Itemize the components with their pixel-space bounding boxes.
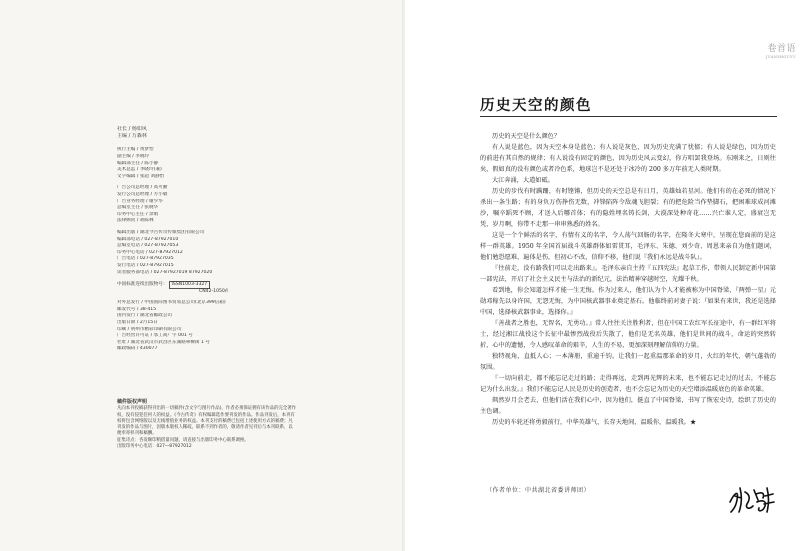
notice-contact: 征集诗点：杏发顺印稍搭量问题，请直接与出版印务中心联系调换。 bbox=[117, 437, 249, 443]
masthead-line: 邮政编码 / 430077 bbox=[117, 346, 158, 352]
masthead-line: 广告经营许可证 / 鄂工商广字 001 号 bbox=[117, 333, 193, 339]
masthead-line: 总编室主任 / 张晓华 bbox=[117, 205, 159, 211]
masthead-line: 法律顾问 / 胡陈林 bbox=[117, 218, 154, 224]
masthead-distribution bbox=[117, 300, 397, 353]
masthead-line: 国内发行 / 湖北省邮政公司 bbox=[117, 313, 173, 319]
article-body bbox=[480, 131, 776, 428]
masthead-line: 对外总发行 / 中国国际图书贸易总公司(北京399信箱) bbox=[117, 300, 226, 306]
masthead-line: 印务中心电话 / 027-87927012 bbox=[117, 249, 183, 255]
masthead-line: 读者服务部电话 / 027-87927019 87927020 bbox=[117, 269, 213, 275]
masthead bbox=[117, 126, 397, 358]
masthead-line: 广告电话 / 027-87927035 bbox=[117, 256, 174, 262]
notice-title: 稿件版权声明 bbox=[117, 399, 148, 405]
masthead-line: 编辑出版 / 湖北今古传奇传媒集团有限公司 bbox=[117, 229, 205, 235]
article-paragraph: 独特视角，直抵人心；一本薄册，重逾千钧。让我们一起重温那革命的岁月，火红的年代，朝气蓬勃的氛围。 bbox=[480, 353, 776, 371]
masthead-line: 编辑部电话 / 027-87927010 bbox=[117, 236, 179, 242]
notice-phone: 出版印务中心电话：027—87927012 bbox=[117, 444, 192, 450]
masthead-line: 印刷 / 荆州市精彩印刷有限公司 bbox=[117, 326, 182, 332]
masthead-line: 总编室电话 / 027-87927053 bbox=[117, 243, 179, 249]
masthead-contacts bbox=[117, 230, 397, 276]
masthead-leadership bbox=[117, 126, 397, 140]
notice-body: 凡向本刊投稿获得刊出的一切稿件(含文字与图片作品)，作者必须保证拥有该作品的完全著作权，没有侵犯任何人的权益。《今古传奇》有权编辑选作要刊发的作品。作品刊发后，本刊有权将包含网络版以及无线增值业务的权益。本刊支付的稿费已包括上述使用方式的稿费；凡刊发的作品与图片，因版本版权人稀疏，联系不到作者的，敬请作者见刊后与本刊联系，以便奉寄样刊和稿酬。 bbox=[117, 406, 297, 437]
article-paragraph: 有人说是蓝色，因为天空本身是蓝色；有人说是灰色，因为历史充满了忧郁；有人说是绿色，因为历史的前进有其自然的规律；有人说没有固定的颜色，因为历史风云变幻，你方唱罢我登场。东刚来之，日则往矣，假如真的没有颜色或者冷色系，地球岂不是还处于冰冷的 200 多万年前无人类时期。 bbox=[480, 144, 776, 173]
handwritten-signature bbox=[727, 482, 777, 516]
article-paragraph: 看到地，你会知道怎样才能一生无悔。作为过来人，他们认为个人才能被称为中国脊梁，『两弹一星』元勋邓稼先以身许国，无怨无悔，为中国核武器事业奠定基石。他临终前对妻子说：『如果有来世，我还是选择中国，选择核武器事业，选择你。』 bbox=[480, 287, 776, 316]
masthead-line: 社长 / 杨如风 bbox=[117, 126, 147, 132]
article-paragraph: 『往前走，没有路我们可以走出路来』。毛泽东亲自主持『五四宪法』起草工作，带领人民制定新中国第一部宪法，开启了社会主义民主与法治的新纪元，法治精神穿越时空，光耀千秋。 bbox=[480, 265, 776, 283]
issn-line bbox=[117, 281, 397, 289]
masthead-line: 广告业务经理 / 谢少华 bbox=[117, 198, 163, 204]
title-divider bbox=[480, 116, 777, 117]
section-title: 卷首语 bbox=[767, 44, 796, 54]
article-paragraph: 历史的车轮还将勇毅前行，中华英雄气，长存天地间，温暖你，温暖我。★ bbox=[492, 419, 697, 426]
issn-label: 中国标准连续出版物号： bbox=[117, 282, 168, 288]
article-paragraph: 飒然岁月会老去，但他们活在我们心中，因为他们，挺直了中国脊梁，书写了恢宏史诗，绘织了历史的主色调。 bbox=[480, 397, 776, 415]
article-paragraph: 历史的步伐有时蹒跚，有时铿锵，但历史的天空总是有日月，英雄灿若星河。他们有的在必死的情况下杀出一条生路；有的身负万伤挣伤无数，冲锋陷阵令敌魂飞胆裂；有的把危险当作垫脚石，把困难球成河滩沙，嘱卒蹈死不顾，才送入后哪首体；有的隐姓埋名铸长剑，大漠深处种奇花……兴亡谁人定，盛衰岂无凭，岁月啊，你带不走那一串串熟悉的姓名。 bbox=[480, 188, 776, 228]
masthead-line: 发行公司总经理 / 方小敏 bbox=[117, 191, 168, 197]
article-paragraph: 『善战者之胜也，无智名，无勇功。』常人往往关注胜利者，但在中国工农红军长征途中，有一群红军将士，经过湘江战役这个长征中最惨烈战役后失散了，他们是无名英雄，他们是世间的战斗，命运的突然转折，心中的遗憾，令人感叹革命的艰辛，人生的不易，更加深刻理解信仰的力量。 bbox=[480, 320, 776, 349]
cn-number: CN42-1050/I bbox=[199, 288, 228, 294]
issn-number: ISSN1003-3327 bbox=[169, 281, 211, 289]
masthead-line: 发行电话 / 027-87927015 bbox=[117, 262, 174, 268]
masthead-line: 主编 / 万森林 bbox=[117, 133, 147, 140]
masthead-issn bbox=[117, 281, 397, 295]
masthead-line: 美术总监 / 李晓玲(兼) bbox=[117, 167, 162, 173]
article-title: 历史天空的颜色 bbox=[480, 97, 592, 114]
masthead-line: 印务中心主任 / 余娟 bbox=[117, 211, 159, 217]
masthead-line: 执行主编 / 黄梦怡 bbox=[117, 147, 154, 153]
section-header bbox=[766, 41, 796, 59]
article-paragraph: 历史的天空是什么颜色？ bbox=[492, 133, 561, 140]
masthead-business bbox=[117, 185, 397, 225]
masthead-line: 广告公司总经理 / 高可勤 bbox=[117, 185, 168, 191]
masthead-line: 文字编辑 / 张超 刘静怡 bbox=[117, 173, 165, 179]
section-subtitle: JUANSHOUYU bbox=[765, 55, 796, 59]
article-paragraph: 这是一个个鲜活的名字，有情有义的名字，令人荡气回肠的名字，在隆冬大寒中，呈现在您面前的是这样一群英雄。1950 年全国首届战斗英雄群体如雷贯耳，毛泽东、朱德、刘少奇、周恩来亲自为他们题词，他们勉恐愿难，遍体是伤，但初心不改，信仰不移，他们说『我们永远是战斗队』。 bbox=[480, 232, 776, 261]
author-affiliation: （作者单位：中共湖北省委讲师团） bbox=[486, 487, 591, 494]
masthead-line: 出版日期 / 2月15日 bbox=[117, 320, 158, 326]
masthead-line: 邮发代号 / 38-415 bbox=[117, 306, 157, 312]
article-paragraph: 大江奔涌，大道如砥。 bbox=[492, 177, 554, 184]
masthead-line: 副主编 / 李晓玲 bbox=[117, 154, 150, 159]
masthead-line: 社址 / 湖北省武汉市武昌区东湖路翠柳街 1 号 bbox=[117, 339, 211, 345]
masthead-editorial bbox=[117, 147, 397, 180]
article-paragraph: 『一切向前走，都不能忘记走过的路；走得再远，走到再光辉的未来，也不能忘记走过的过去，不能忘记为什么出发。』我们不能忘记人民是历史的创造者，也不会忘记为历史的天空增添温暖底色的革命英雄。 bbox=[480, 375, 776, 393]
copyright-notice bbox=[117, 399, 297, 450]
masthead-line: 编辑部主任 / 陈小静 bbox=[117, 160, 159, 166]
